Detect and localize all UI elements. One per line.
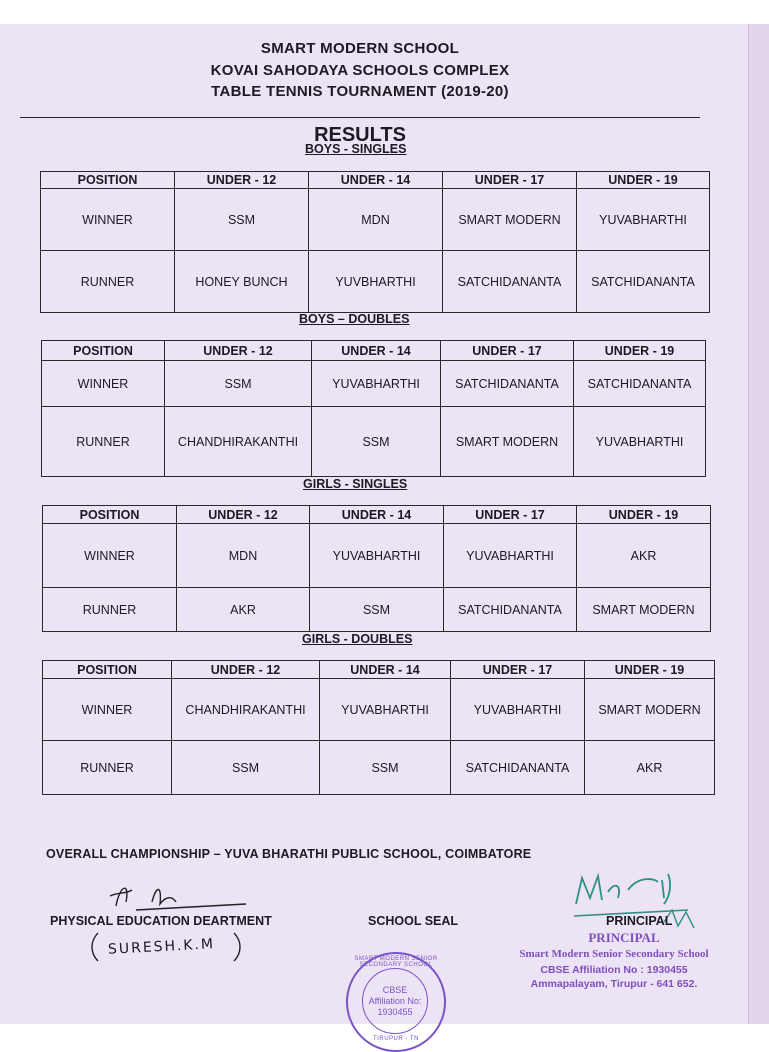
table-cell: AKR (585, 741, 715, 795)
seal-center (362, 968, 428, 1034)
boys-doubles-title: BOYS – DOUBLES (299, 312, 410, 326)
winner-row (43, 679, 715, 741)
table-cell: RUNNER (41, 251, 175, 313)
girls-doubles-table (42, 660, 715, 795)
boys-singles-title: BOYS - SINGLES (305, 142, 407, 156)
header-cell: POSITION (42, 341, 165, 361)
header-cell: POSITION (43, 661, 172, 679)
girls-singles-table (42, 505, 711, 632)
table-header-row (43, 661, 715, 679)
table-header-row (41, 172, 710, 189)
seal-ring-text: SMART MODERN SENIOR SECONDARY SCHOOL (354, 956, 438, 968)
header-cell: UNDER - 14 (312, 341, 441, 361)
header-cell: UNDER - 17 (451, 661, 585, 679)
table-header-row (42, 341, 706, 361)
table-cell: WINNER (43, 524, 177, 588)
winner-row (43, 524, 711, 588)
table-header-row (43, 506, 711, 524)
handwritten-name-text: SURESH.K.M (107, 936, 216, 958)
table-cell: SMART MODERN (441, 407, 574, 477)
table-cell: SMART MODERN (585, 679, 715, 741)
table-cell: YUVABHARTHI (451, 679, 585, 741)
principal-label: PRINCIPAL (606, 914, 673, 928)
table-cell: SMART MODERN (577, 588, 711, 632)
runner-row (41, 251, 710, 313)
header-divider (20, 117, 700, 118)
table-cell: SSM (320, 741, 451, 795)
table-cell: CHANDHIRAKANTHI (165, 407, 312, 477)
runner-row (43, 741, 715, 795)
table-cell: SSM (172, 741, 320, 795)
table-cell: SMART MODERN (443, 189, 577, 251)
header-cell: UNDER - 12 (177, 506, 310, 524)
header-cell: UNDER - 14 (310, 506, 444, 524)
table-cell: MDN (309, 189, 443, 251)
table-cell: SATCHIDANANTA (574, 361, 706, 407)
girls-doubles-title: GIRLS - DOUBLES (302, 632, 413, 646)
header-cell: UNDER - 19 (577, 506, 711, 524)
table-cell: MDN (177, 524, 310, 588)
runner-row (43, 588, 711, 632)
table-cell: AKR (177, 588, 310, 632)
principal-stamp-school: Smart Modern Senior Secondary School (519, 948, 709, 960)
table-cell: YUVABHARTHI (320, 679, 451, 741)
table-cell: WINNER (43, 679, 172, 741)
header-cell: UNDER - 17 (441, 341, 574, 361)
table-cell: SATCHIDANANTA (444, 588, 577, 632)
principal-stamp-address: Ammapalayam, Tirupur - 641 652. (530, 978, 698, 990)
table-cell: YUVABHARTHI (310, 524, 444, 588)
school-seal-label: SCHOOL SEAL (368, 914, 459, 928)
page-edge (748, 24, 769, 1024)
principal-stamp-affiliation: CBSE Affiliation No : 1930455 (540, 964, 688, 976)
table-cell: SSM (312, 407, 441, 477)
school-title: SMART MODERN SCHOOL (260, 40, 460, 57)
runner-row (42, 407, 706, 477)
school-seal-stamp (346, 952, 446, 1052)
tournament-title: TABLE TENNIS TOURNAMENT (2019-20) (211, 83, 509, 100)
header-cell: UNDER - 12 (175, 172, 309, 189)
boys-singles-table (40, 171, 710, 313)
header-cell: UNDER - 19 (585, 661, 715, 679)
seal-bottom-text: TIRUPUR - TN (373, 1036, 419, 1042)
seal-line-1: CBSE (382, 984, 408, 995)
principal-stamp-title: PRINCIPAL (588, 930, 660, 945)
table-cell: RUNNER (43, 588, 177, 632)
results-heading: RESULTS (314, 124, 406, 146)
table-cell: YUVABHARTHI (312, 361, 441, 407)
header-cell: UNDER - 17 (443, 172, 577, 189)
header-cell: POSITION (43, 506, 177, 524)
table-cell: AKR (577, 524, 711, 588)
table-cell: CHANDHIRAKANTHI (172, 679, 320, 741)
table-cell: WINNER (42, 361, 165, 407)
header-cell: UNDER - 17 (444, 506, 577, 524)
table-cell: YUVABHARTHI (444, 524, 577, 588)
table-cell: RUNNER (42, 407, 165, 477)
table-cell: HONEY BUNCH (175, 251, 309, 313)
complex-title: KOVAI SAHODAYA SCHOOLS COMPLEX (210, 62, 510, 79)
header-cell: UNDER - 12 (165, 341, 312, 361)
table-cell: SATCHIDANANTA (441, 361, 574, 407)
header-cell: POSITION (41, 172, 175, 189)
overall-championship: OVERALL CHAMPIONSHIP – YUVA BHARATHI PUBLIC SCHOOL, COIMBATORE (46, 847, 532, 861)
header-cell: UNDER - 14 (309, 172, 443, 189)
header-cell: UNDER - 14 (320, 661, 451, 679)
header-cell: UNDER - 19 (577, 172, 710, 189)
table-cell: SSM (310, 588, 444, 632)
table-cell: SSM (165, 361, 312, 407)
table-cell: RUNNER (43, 741, 172, 795)
girls-singles-title: GIRLS - SINGLES (303, 477, 408, 491)
winner-row (41, 189, 710, 251)
seal-line-2: Affiliation No: (368, 995, 422, 1006)
pe-department-label: PHYSICAL EDUCATION DEARTMENT (50, 914, 272, 928)
table-cell: SATCHIDANANTA (577, 251, 710, 313)
handwritten-name (88, 931, 244, 963)
header-cell: UNDER - 12 (172, 661, 320, 679)
document-page (0, 24, 768, 1042)
table-cell: YUVABHARTHI (577, 189, 710, 251)
table-cell: SATCHIDANANTA (451, 741, 585, 795)
boys-doubles-table (41, 340, 706, 477)
table-cell: SSM (175, 189, 309, 251)
table-cell: WINNER (41, 189, 175, 251)
header-cell: UNDER - 19 (574, 341, 706, 361)
winner-row (42, 361, 706, 407)
table-cell: YUVBHARTHI (309, 251, 443, 313)
seal-line-3: 1930455 (377, 1006, 413, 1017)
table-cell: YUVABHARTHI (574, 407, 706, 477)
table-cell: SATCHIDANANTA (443, 251, 577, 313)
